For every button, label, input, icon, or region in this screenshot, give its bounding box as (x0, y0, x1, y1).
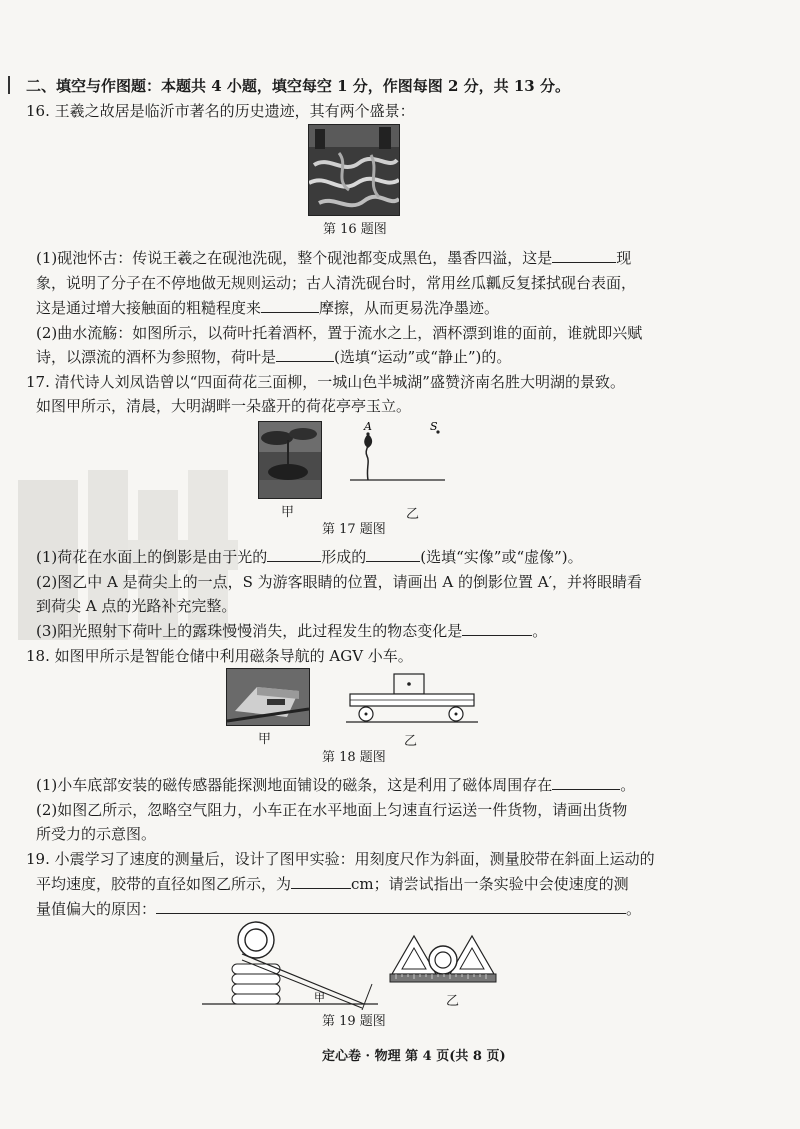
q17-p1b: 形成的 (321, 548, 367, 566)
q16-photo (308, 124, 400, 216)
q18-photo-jia (226, 668, 310, 726)
book-1 (232, 994, 280, 1004)
q17-diagram-yi (340, 418, 450, 488)
page-footer: 定心卷 · 物理 第 4 页(共 8 页) (322, 1049, 506, 1064)
book-3 (232, 974, 280, 984)
label-a: A (364, 420, 372, 433)
q16-p2b-end: (选填“运动”或“静止”)的。 (334, 348, 512, 366)
tape-roll-inner (245, 929, 267, 951)
q19-stem3b: 。 (626, 900, 642, 918)
cargo-center-dot (407, 682, 411, 686)
q17-p1a: (1)荷花在水面上的倒影是由于光的 (36, 548, 268, 566)
q18-caption: 第 18 题图 (322, 750, 386, 765)
q16-p1-line1 (36, 248, 631, 268)
label-s: S (430, 420, 438, 433)
q17-p1 (36, 547, 583, 567)
section-title: 二、填空与作图题：本题共 4 小题，填空每空 1 分，作图每图 2 分，共 13 分。 (26, 77, 570, 95)
q19-diagram-yi (388, 932, 498, 994)
q18-label-jia: 甲 (258, 732, 272, 747)
q17-p3a: (3)阳光照射下荷叶上的露珠慢慢消失，此过程发生的物态变化是 (36, 622, 463, 640)
q16-p1a: (1)砚池怀古：传说王羲之在砚池洗砚，整个砚池都变成黑色，墨香四溢，这是 (36, 249, 553, 267)
q16-blank-3[interactable] (276, 347, 334, 362)
q17-p2-line2: 到荷尖 A 点的光路补充完整。 (36, 597, 237, 615)
q17-p3b: 。 (532, 622, 548, 640)
q18-label-yi: 乙 (404, 734, 418, 749)
q19-caption: 第 19 题图 (322, 1014, 386, 1029)
q19-label-yi: 乙 (446, 994, 460, 1009)
q16-p1c: 这是通过增大接触面的粗糙程度来 (36, 299, 262, 317)
q19-diagram-jia (202, 920, 382, 1010)
q18-blank-1[interactable] (552, 775, 620, 790)
q19-stem2a: 平均速度，胶带的直径如图乙所示，为 (36, 875, 292, 893)
q17-label-yi: 乙 (406, 507, 420, 522)
q19-stem-3 (36, 899, 641, 919)
q16-caption: 第 16 题图 (323, 222, 387, 237)
q18-p1 (36, 775, 635, 795)
q17-caption: 第 17 题图 (322, 522, 386, 537)
q16-photo-art (309, 125, 399, 215)
q17-label-jia: 甲 (281, 505, 295, 520)
lotus-bud (364, 434, 372, 448)
q16-p1-line2: 象，说明了分子在不停地做无规则运动；古人清洗砚台时，常用丝瓜瓤反复揉拭砚台表面， (36, 274, 637, 292)
q17-photo-jia (258, 421, 322, 499)
q19-stem2b: cm；请尝试指出一条实验中会使速度的测 (351, 875, 629, 893)
q18-stem: 18. 如图甲所示是智能仓储中利用磁条导航的 AGV 小车。 (26, 647, 413, 665)
q17-stem-1: 17. 清代诗人刘凤诰曾以“四面荷花三面柳，一城山色半城湖”盛赞济南名胜大明湖的景致。 (26, 373, 625, 391)
wheel-hub-right (455, 713, 458, 716)
q19-label-jia: 甲 (314, 991, 325, 1004)
q18-diagram-yi (346, 672, 478, 724)
book-2 (232, 984, 280, 994)
q16-p2b: 诗，以漂流的酒杯为参照物，荷叶是 (36, 348, 277, 366)
q16-p1a-end: 现 (616, 249, 632, 267)
q19-stem3a: 量值偏大的原因： (36, 900, 157, 918)
q17-photo-art (259, 422, 321, 498)
q18-p2-line2: 所受力的示意图。 (36, 825, 157, 843)
q17-blank-2[interactable] (366, 547, 420, 562)
q18-photo-art (227, 669, 309, 725)
q16-blank-1[interactable] (552, 248, 616, 263)
q17-blank-3[interactable] (462, 621, 532, 636)
q17-p3 (36, 621, 547, 641)
q19-stem-2 (36, 874, 629, 894)
q18-p1a: (1)小车底部安装的磁传感器能探测地面铺设的磁条，这是利用了磁体周围存在 (36, 776, 553, 794)
q19-blank-1[interactable] (291, 874, 351, 889)
wheel-hub-left (365, 713, 368, 716)
q17-p2-line1: (2)图乙中 A 是荷尖上的一点，S 为游客眼睛的位置，请画出 A 的倒影位置 A′，并将眼睛看 (36, 573, 643, 591)
q18-p1b: 。 (620, 776, 636, 794)
stop-marker (362, 984, 372, 1010)
q16-p2-line1: (2)曲水流觞：如图所示，以荷叶托着酒杯，置于流水之上，酒杯漂到谁的面前，谁就即兴赋 (36, 324, 643, 342)
q17-blank-1[interactable] (267, 547, 321, 562)
q16-p1c-end: 摩擦，从而更易洗净墨迹。 (319, 299, 500, 317)
q16-stem: 16. 王羲之故居是临沂市著名的历史遗迹，其有两个盛景： (26, 102, 415, 120)
q17-stem-2: 如图甲所示，清晨，大明湖畔一朵盛开的荷花亭亭玉立。 (36, 397, 412, 415)
q17-p1c: (选填“实像”或“虚像”)。 (420, 548, 583, 566)
q18-p2-line1: (2)如图乙所示，忽略空气阻力，小车正在水平地面上匀速直行运送一件货物，请画出货物 (36, 801, 628, 819)
q16-p2-line2 (36, 347, 511, 367)
q19-stem-1: 19. 小震学习了速度的测量后，设计了图甲实验：用刻度尺作为斜面，测量胶带在斜面上运动的 (26, 850, 655, 868)
q19-blank-2[interactable] (156, 899, 626, 914)
tape-inner (435, 952, 451, 968)
q16-blank-2[interactable] (261, 298, 319, 313)
q16-p1-line3 (36, 298, 499, 318)
binding-mark (8, 76, 10, 94)
